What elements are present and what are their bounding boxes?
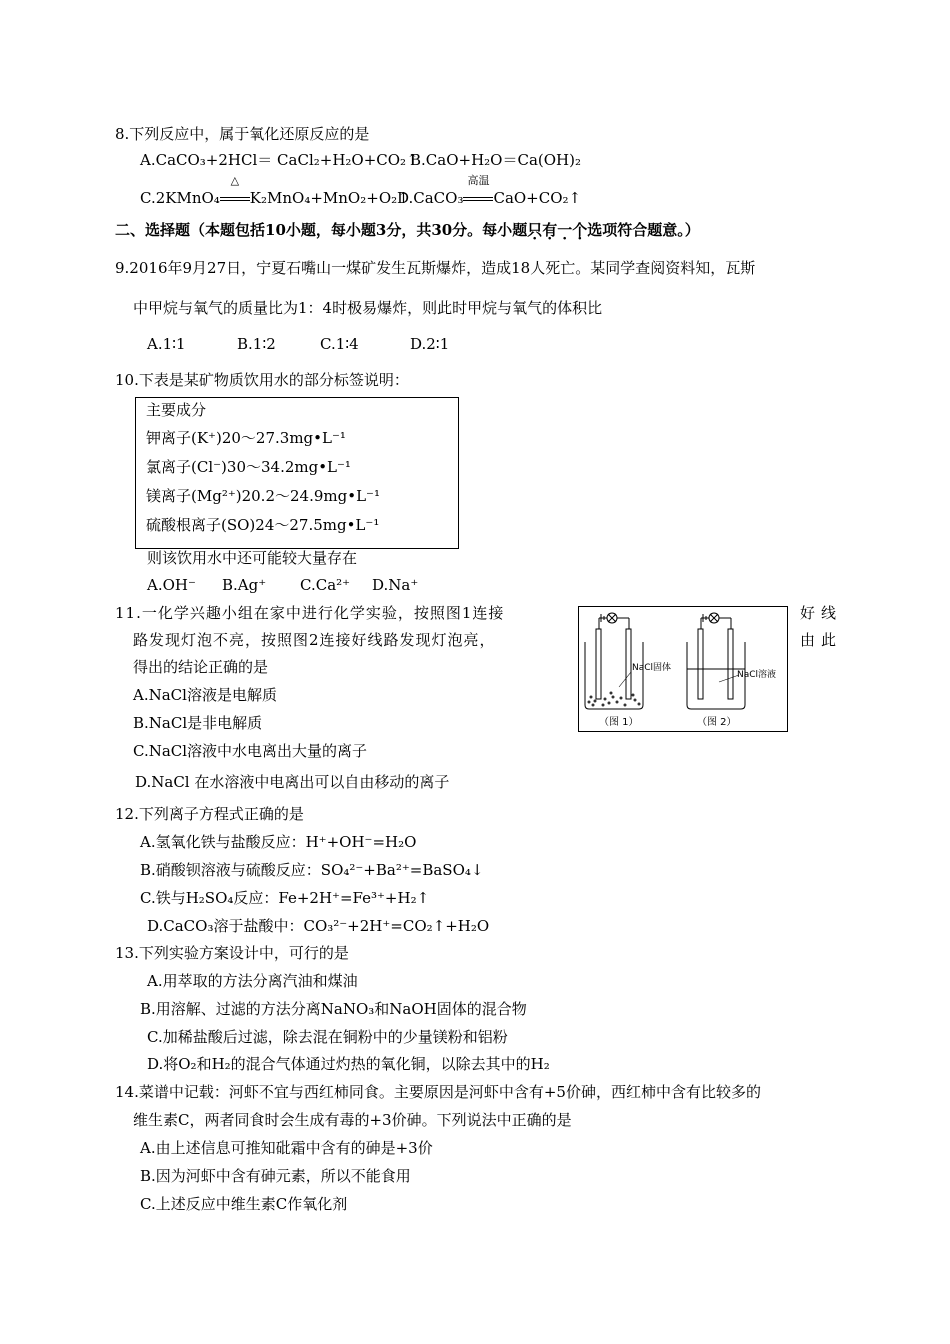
- q14-option-c: C.上述反应中维生素C作氧化剂: [140, 1195, 348, 1213]
- label-table: [135, 397, 459, 549]
- emphasis-char-1: 只: [527, 221, 543, 239]
- q11-option-d: D.NaCl 在水溶液中电离出可以自由移动的离子: [135, 773, 450, 791]
- q9-stem-line1: 9.2016年9月27日，宁夏石嘴山一煤矿发生瓦斯爆炸，造成18人死亡。某同学查阅资料知，瓦斯: [115, 259, 756, 277]
- q8-option-d-products: CaO+CO₂↑: [493, 189, 582, 207]
- q11-stem-line2: 路发现灯泡不亮，按照图2连接好线路发现灯泡亮，: [133, 631, 496, 649]
- q12-stem: 12.下列离子方程式正确的是: [115, 805, 304, 823]
- label-row-chloride: 氯离子(Cl⁻)30～34.2mg•L⁻¹: [146, 458, 351, 476]
- q8-option-d-condition: 高温: [467, 174, 490, 187]
- q8-option-a: A.CaCO₃+2HCl＝ CaCl₂+H₂O+CO₂↑: [140, 151, 419, 169]
- q13-option-a: A.用萃取的方法分离汽油和煤油: [147, 972, 358, 990]
- q8-option-c-arrow: [220, 174, 250, 208]
- q8-option-c: [140, 174, 410, 208]
- q8-option-d: [397, 174, 582, 208]
- q14-option-b: B.因为河虾中含有砷元素，所以不能食用: [140, 1167, 411, 1185]
- q12-option-b: B.硝酸钡溶液与硫酸反应：SO₄²⁻+Ba²⁺=BaSO₄↓: [140, 861, 484, 879]
- q9-option-c: C.1∶4: [320, 335, 359, 353]
- q9-option-a: A.1∶1: [147, 335, 186, 353]
- label-row-sulfate: 硫酸根离子(SO)24～27.5mg•L⁻¹: [146, 516, 380, 534]
- conductivity-diagram: [579, 607, 787, 731]
- q8-option-b: B.CaO+H₂O＝Ca(OH)₂: [410, 151, 581, 169]
- q8-option-c-products: K₂MnO₄+MnO₂+O₂↑: [249, 189, 410, 207]
- figure1-caption: （图 1）: [599, 717, 639, 728]
- q13-option-d: D.将O₂和H₂的混合气体通过灼热的氧化铜，以除去其中的H₂: [147, 1055, 550, 1073]
- q11-option-c: C.NaCl溶液中水电离出大量的离子: [133, 742, 368, 760]
- conductivity-figure: [578, 606, 788, 732]
- figure1-label: NaCl固体: [632, 663, 672, 673]
- figure2-apparatus: [687, 613, 745, 709]
- q11-stem-line1-end: 好线: [800, 604, 843, 622]
- q14-stem-line2: 维生素C，两者同食时会生成有毒的+3价砷。下列说法中正确的是: [133, 1111, 572, 1129]
- q13-option-c: C.加稀盐酸后过滤，除去混在铜粉中的少量镁粉和铝粉: [147, 1028, 508, 1046]
- q12-option-d: D.CaCO₃溶于盐酸中：CO₃²⁻+2H⁺=CO₂↑+H₂O: [147, 917, 490, 935]
- q10-option-c: C.Ca²⁺: [300, 576, 351, 594]
- q11-stem-line3: 得出的结论正确的是: [133, 658, 269, 676]
- q10-followup: 则该饮用水中还可能较大量存在: [147, 549, 358, 567]
- section-heading-pre: 二、选择题（本题包括10小题，每小题3分，共30分。每小题: [115, 221, 528, 239]
- q10-option-a: A.OH⁻: [147, 576, 196, 594]
- section-heading-post: 选项符合题意。）: [587, 221, 700, 239]
- q14-option-a: A.由上述信息可推知砒霜中含有的砷是+3价: [140, 1139, 433, 1157]
- section-heading: [115, 220, 700, 240]
- emphasis-char-3: 一: [557, 221, 573, 239]
- q10-option-b: B.Ag⁺: [222, 576, 267, 594]
- q8-option-d-reactant: D.CaCO₃: [397, 189, 464, 207]
- label-row-potassium: 钾离子(K⁺)20～27.3mg•L⁻¹: [146, 429, 346, 447]
- q13-stem: 13.下列实验方案设计中，可行的是: [115, 944, 349, 962]
- figure1-apparatus: [585, 613, 643, 709]
- q9-option-d: D.2∶1: [410, 335, 450, 353]
- q8-option-c-reactant: C.2KMnO₄: [140, 189, 220, 207]
- q11-stem-line1: 11.一化学兴趣小组在家中进行化学实验，按照图1连接: [115, 604, 505, 622]
- figure2-caption: （图 2）: [697, 717, 737, 728]
- label-row-magnesium: 镁离子(Mg²⁺)20.2～24.9mg•L⁻¹: [146, 487, 380, 505]
- q10-option-d: D.Na⁺: [372, 576, 419, 594]
- q12-option-c: C.铁与H₂SO₄反应：Fe+2H⁺=Fe³⁺+H₂↑: [140, 889, 430, 907]
- q11-stem-line2-end: 由此: [800, 631, 843, 649]
- q14-stem-line1: 14.菜谱中记载：河虾不宜与西红柿同食。主要原因是河虾中含有+5价砷，西红柿中含有比较多的: [115, 1083, 761, 1101]
- emphasis-char-2: 有: [542, 221, 558, 239]
- q9-stem-line2: 中甲烷与氧气的质量比为1：4时极易爆炸，则此时甲烷与氧气的体积比: [133, 299, 603, 317]
- q10-stem: 10.下表是某矿物质饮用水的部分标签说明：: [115, 371, 409, 389]
- figure2-label: NaCl溶液: [737, 670, 777, 680]
- q13-option-b: B.用溶解、过滤的方法分离NaNO₃和NaOH固体的混合物: [140, 1000, 527, 1018]
- q8-option-c-condition: △: [230, 174, 240, 187]
- q8-option-d-arrow: [463, 174, 493, 208]
- q8-stem: 8.下列反应中，属于氧化还原反应的是: [115, 125, 370, 143]
- emphasis-char-4: 个: [572, 221, 588, 239]
- q9-option-b: B.1∶2: [237, 335, 276, 353]
- q11-option-b: B.NaCl是非电解质: [133, 714, 263, 732]
- q11-option-a: A.NaCl溶液是电解质: [133, 686, 277, 704]
- q12-option-a: A.氢氧化铁与盐酸反应：H⁺+OH⁻=H₂O: [140, 833, 417, 851]
- label-table-title: 主要成分: [146, 401, 207, 419]
